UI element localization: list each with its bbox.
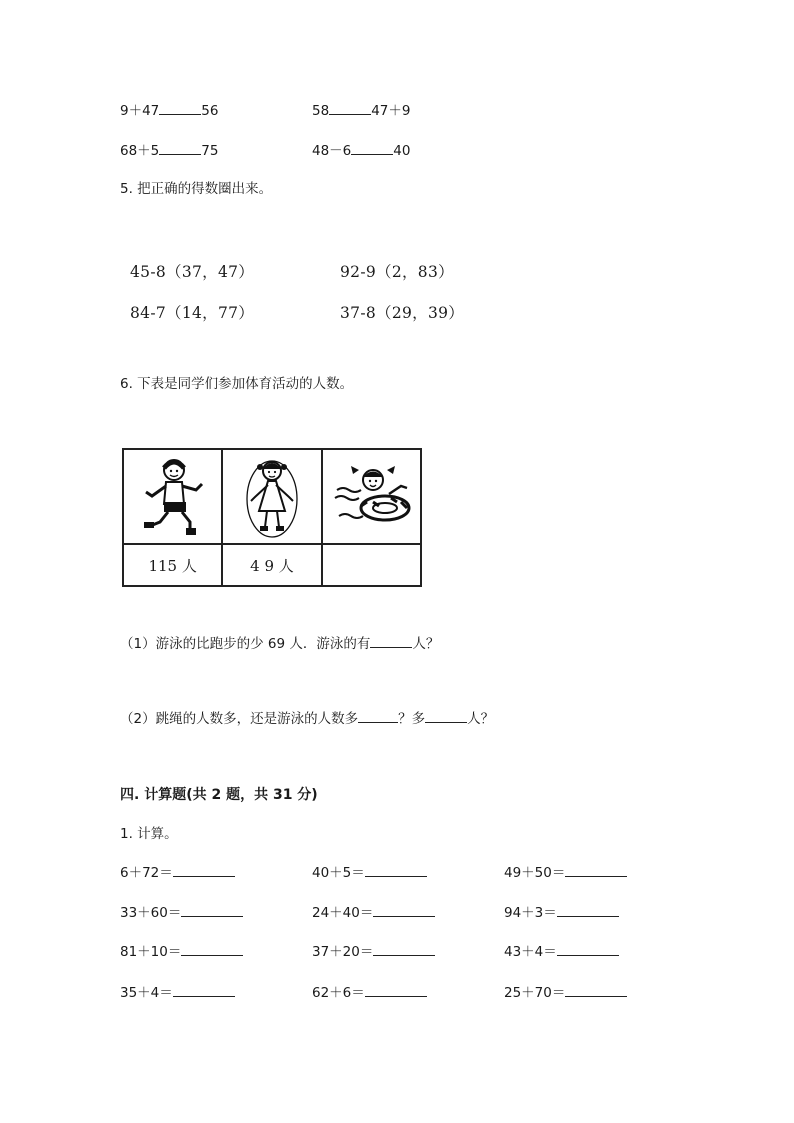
sub-question-1 xyxy=(120,632,439,652)
compare-item xyxy=(120,139,218,159)
answer-blank[interactable] xyxy=(370,635,412,648)
answer-blank[interactable] xyxy=(181,904,243,917)
calc-problem xyxy=(312,981,427,1001)
calc-expression: 94＋3＝ xyxy=(504,905,557,921)
calc-expression: 62＋6＝ xyxy=(312,985,365,1001)
answer-blank[interactable] xyxy=(425,710,467,723)
answer-blank[interactable] xyxy=(329,102,371,115)
answer-blank[interactable] xyxy=(565,864,627,877)
jump-rope-cell xyxy=(222,449,321,544)
section-heading: 四. 计算题(共 2 题，共 31 分) xyxy=(120,787,318,803)
answer-blank[interactable] xyxy=(365,984,427,997)
calc-problem xyxy=(120,901,243,921)
running-count: 115 人 xyxy=(123,544,222,586)
sub-question-text: 人？ xyxy=(467,711,495,727)
running-cell xyxy=(123,449,222,544)
swimming-cell xyxy=(322,449,421,544)
sub-question-2 xyxy=(120,707,494,727)
answer-blank[interactable] xyxy=(557,943,619,956)
answer-blank[interactable] xyxy=(173,864,235,877)
calc-expression: 33＋60＝ xyxy=(120,905,182,921)
compare-left: 68＋5 xyxy=(120,143,160,159)
compare-item xyxy=(120,99,218,119)
compare-right: 75 xyxy=(201,143,219,159)
calc-problem xyxy=(504,940,619,960)
compare-right: 56 xyxy=(201,103,219,119)
swimming-girl-icon xyxy=(329,462,413,532)
compare-item xyxy=(312,99,410,119)
answer-blank[interactable] xyxy=(557,904,619,917)
compare-left: 9＋47 xyxy=(120,103,160,119)
answer-blank[interactable] xyxy=(358,710,398,723)
running-boy-icon xyxy=(138,456,208,538)
calc-problem xyxy=(120,861,235,881)
compare-right: 40 xyxy=(393,143,411,159)
calc-expression: 25＋70＝ xyxy=(504,985,566,1001)
compare-left: 58 xyxy=(312,103,330,119)
choice-item: 92-9（2，83） xyxy=(340,263,454,281)
calc-expression: 24＋40＝ xyxy=(312,905,374,921)
sub-question-text: 人？ xyxy=(412,636,440,652)
swimming-count[interactable] xyxy=(322,544,421,586)
compare-item xyxy=(312,139,410,159)
choice-item: 37-8（29，39） xyxy=(340,304,465,322)
calc-problem xyxy=(120,981,235,1001)
sub-question-text: （2）跳绳的人数多，还是游泳的人数多 xyxy=(120,711,359,727)
jump-rope-girl-icon xyxy=(237,455,307,539)
calc-expression: 40＋5＝ xyxy=(312,865,365,881)
calc-problem xyxy=(312,901,435,921)
choice-item: 84-7（14，77） xyxy=(130,304,255,322)
answer-blank[interactable] xyxy=(565,984,627,997)
calc-problem xyxy=(504,861,627,881)
calc-expression: 49＋50＝ xyxy=(504,865,566,881)
calc-problem xyxy=(120,940,243,960)
sub-question-text: （1）游泳的比跑步的少 69 人．游泳的有 xyxy=(120,636,371,652)
answer-blank[interactable] xyxy=(173,984,235,997)
calc-problem xyxy=(312,940,435,960)
choice-item: 45-8（37，47） xyxy=(130,263,255,281)
compare-left: 48－6 xyxy=(312,143,352,159)
answer-blank[interactable] xyxy=(159,102,201,115)
calc-expression: 6＋72＝ xyxy=(120,865,173,881)
calc-expression: 81＋10＝ xyxy=(120,944,182,960)
answer-blank[interactable] xyxy=(351,142,393,155)
calc-expression: 37＋20＝ xyxy=(312,944,374,960)
jump-rope-count: 4 9 人 xyxy=(222,544,321,586)
answer-blank[interactable] xyxy=(365,864,427,877)
calc-problem xyxy=(312,861,427,881)
calc-problem xyxy=(504,901,619,921)
calc-expression: 35＋4＝ xyxy=(120,985,173,1001)
sports-table xyxy=(122,448,422,587)
question-title: 1. 计算。 xyxy=(120,826,178,842)
answer-blank[interactable] xyxy=(373,904,435,917)
question-5-title: 5. 把正确的得数圈出来。 xyxy=(120,181,273,197)
answer-blank[interactable] xyxy=(159,142,201,155)
question-6-title: 6. 下表是同学们参加体育活动的人数。 xyxy=(120,376,354,392)
calc-expression: 43＋4＝ xyxy=(504,944,557,960)
compare-right: 47＋9 xyxy=(371,103,411,119)
sub-question-text: ？多 xyxy=(398,711,426,727)
answer-blank[interactable] xyxy=(373,943,435,956)
calc-problem xyxy=(504,981,627,1001)
answer-blank[interactable] xyxy=(181,943,243,956)
